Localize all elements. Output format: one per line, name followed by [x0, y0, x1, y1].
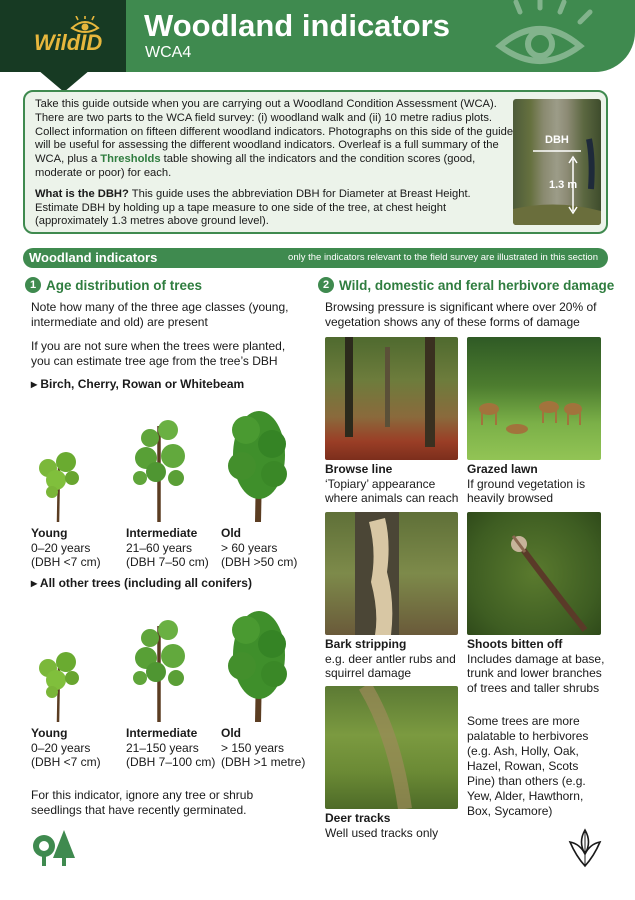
logo — [0, 0, 126, 72]
young-tree-icon — [39, 652, 79, 722]
intro-paragraph — [35, 98, 515, 181]
group2-young — [31, 726, 101, 770]
caption-title: Deer tracks — [325, 811, 391, 825]
tree-dbh: (DBH >1 metre) — [221, 755, 306, 769]
grazed-lawn-caption — [467, 462, 607, 506]
intro-box — [23, 90, 608, 234]
page-title: Woodland indicators — [144, 8, 450, 43]
browse-line-photo — [325, 337, 458, 460]
tree-name: Young — [31, 526, 68, 540]
page-subtitle: WCA4 — [145, 44, 192, 61]
caption-desc: If ground vegetation is heavily browsed — [467, 476, 586, 505]
shoots-bitten-caption — [467, 637, 609, 695]
tree-years: 0–20 years — [31, 740, 91, 755]
young-tree-icon — [39, 452, 79, 522]
dbh-question: What is the DBH? — [35, 187, 129, 200]
eye-watermark-icon — [480, 0, 630, 72]
caption-title: Shoots bitten off — [467, 637, 563, 651]
dbh-paragraph — [35, 188, 515, 229]
group1-old — [221, 526, 297, 570]
bark-stripping-photo — [325, 512, 458, 635]
group1-heading — [31, 377, 244, 391]
deer-tracks-photo — [325, 686, 458, 809]
tree-name: Old — [221, 526, 241, 540]
tree-years: 21–150 years — [126, 740, 199, 755]
section1-text1: Note how many of the three age classes (young, intermediate and old) are present — [31, 300, 289, 329]
tree-years: 21–60 years — [126, 540, 193, 555]
tree-dbh: (DBH 7–50 cm) — [126, 555, 209, 569]
tree-illustrations-group1 — [28, 400, 293, 525]
tree-years: > 60 years — [221, 540, 278, 555]
group1-young — [31, 526, 101, 570]
old-tree-icon — [228, 411, 287, 522]
section1-text2: If you are not sure when the trees were planted, you can estimate tree age from the tree’s DBH — [31, 339, 286, 368]
dbh-label: DBH — [545, 134, 569, 146]
intro-para1: Take this guide outside when you are carrying out a Woodland Condition Assessment (WCA). There are two parts to the WCA field survey: (i) woodland walk and (ii) 10 metre radius plots. Collect information on fifteen different woodland indicators. Photographs on this side of the guide will be useful for assessing the different woodland indicators. Overleaf is a full summary of the WCA, plus a — [35, 98, 514, 166]
leaves-icon — [566, 828, 604, 868]
section2-text: Browsing pressure is significant where over 20% of vegetation shows any of these forms of damage — [325, 300, 597, 329]
logo-text: WildID — [34, 30, 103, 55]
caption-desc: Includes damage at base, trunk and lower branches of trees and taller shrubs — [467, 651, 605, 695]
tree-years: > 150 years — [221, 740, 285, 755]
tree-dbh: (DBH <7 cm) — [31, 755, 101, 769]
caption-desc: Well used tracks only — [325, 825, 439, 840]
section2-title: Wild, domestic and feral herbivore damage — [339, 278, 615, 293]
grazed-lawn-photo — [467, 337, 601, 460]
section1-footnote: For this indicator, ignore any tree or shrub seedlings that have recently germinated. — [31, 788, 254, 817]
group1-intermediate — [126, 526, 209, 570]
tree-illustrations-group2 — [28, 600, 293, 725]
tree-dbh: (DBH <7 cm) — [31, 555, 101, 569]
logo-pointer — [38, 70, 90, 92]
tree-name: Intermediate — [126, 526, 198, 540]
deer-tracks-caption — [325, 811, 465, 840]
tree-name: Old — [221, 726, 241, 740]
intermediate-tree-icon — [133, 620, 185, 722]
shoots-bitten-photo — [467, 512, 601, 635]
indicators-note: only the indicators relevant to the field survey are illustrated in this section — [288, 252, 598, 263]
section1-title: Age distribution of trees — [46, 278, 203, 293]
bark-stripping-caption — [325, 637, 465, 681]
thresholds-keyword: Thresholds — [100, 153, 161, 166]
caption-desc: e.g. deer antler rubs and squirrel damage — [325, 651, 456, 680]
group2-intermediate — [126, 726, 215, 770]
browse-line-caption — [325, 462, 465, 506]
caption-title: Browse line — [325, 462, 393, 476]
section-number-2: 2 — [318, 277, 334, 293]
caption-desc: ‘Topiary’ appearance where animals can reach — [325, 476, 459, 505]
tree-dbh: (DBH >50 cm) — [221, 555, 298, 569]
dbh-photo — [513, 99, 601, 225]
tree-years: 0–20 years — [31, 540, 91, 555]
group2-old — [221, 726, 305, 770]
intermediate-tree-icon — [133, 420, 185, 522]
section-number-1: 1 — [25, 277, 41, 293]
indicators-bar — [23, 248, 608, 268]
old-tree-icon — [228, 611, 287, 722]
tree-dbh: (DBH 7–100 cm) — [126, 755, 216, 769]
triangle-bullet-icon: ▸ — [31, 576, 40, 590]
palatable-note: Some trees are more palatable to herbivores (e.g. Ash, Holly, Oak, Hazel, Rowan, Scots Pine) than others (e.g. Yew, Alder, Hawthorn, Box, Sycamore) — [467, 714, 589, 818]
tree-name: Young — [31, 726, 68, 740]
caption-title: Bark stripping — [325, 637, 407, 651]
triangle-bullet-icon: ▸ — [31, 377, 41, 391]
tree-name: Intermediate — [126, 726, 198, 740]
dbh-height-label: 1.3 m — [549, 179, 578, 191]
woodland-trust-icon — [30, 828, 76, 868]
intro-text — [35, 98, 515, 236]
indicators-title: Woodland indicators — [29, 250, 158, 265]
dbh-explanation: This guide uses the abbreviation DBH for Diameter at Breast Height. Estimate DBH by holding up a tape measure to one side of the tree, at chest height (approximately 1.3 metres above ground level). — [35, 187, 471, 228]
intro-para1-end: table showing all the indicators and the condition scores (good, moderate or poor) for each. — [35, 153, 476, 179]
group1-label: Birch, Cherry, Rowan or Whitebeam — [40, 377, 245, 391]
group2-heading — [31, 576, 252, 590]
caption-title: Grazed lawn — [467, 462, 538, 476]
group2-label: All other trees (including all conifers) — [39, 576, 252, 590]
dbh-diagram — [513, 99, 601, 225]
